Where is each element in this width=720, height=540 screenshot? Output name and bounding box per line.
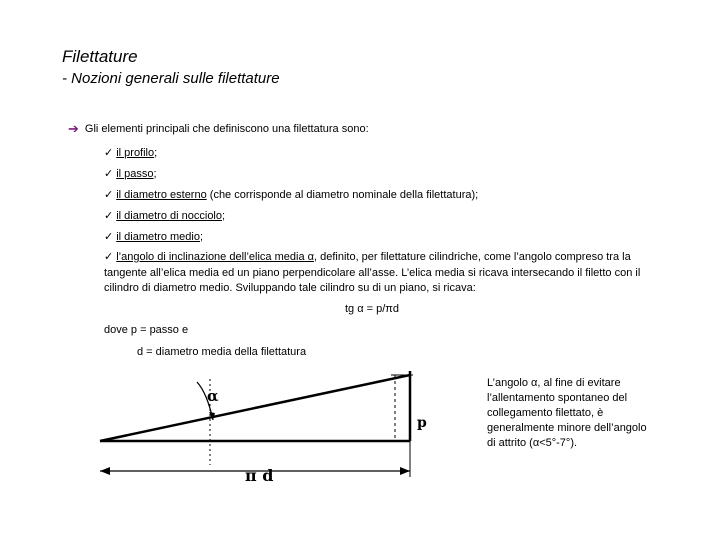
item-rest: ; bbox=[222, 210, 226, 222]
intro-text: Gli elementi principali che definiscono una filettatura sono: bbox=[84, 122, 369, 135]
link-diametro-nocciolo[interactable]: il diametro di nocciolo bbox=[116, 210, 222, 222]
list-item-passo bbox=[104, 167, 157, 181]
link-passo[interactable]: il passo bbox=[116, 168, 154, 180]
item-rest: ; bbox=[153, 168, 157, 180]
arrow-right-icon: ➔ bbox=[68, 121, 79, 136]
list-item-diametro-nocciolo bbox=[104, 209, 225, 223]
link-diametro-esterno[interactable]: il diametro esterno bbox=[116, 189, 207, 201]
helix-angle-diagram bbox=[95, 365, 425, 500]
item-rest: ; bbox=[199, 231, 204, 243]
intro-line bbox=[68, 122, 369, 135]
hypotenuse bbox=[100, 375, 410, 441]
item-rest: ; bbox=[154, 147, 158, 159]
helix-paragraph bbox=[104, 250, 656, 297]
page-title: Filettature bbox=[62, 47, 138, 66]
helix-text: , definito, per filettature cilindriche, come l’angolo compreso tra la tangente all’elica media ed un piano perpendicolare all’asse. L’elica media si ricava intersecando il filetto con il cilindro di diametro medio. Sviluppando tale cilindro su di un piano, si ricava: bbox=[104, 251, 641, 294]
list-item-profilo bbox=[104, 146, 157, 160]
link-profilo[interactable]: il profilo bbox=[116, 147, 155, 159]
checkmark-icon: ✓ bbox=[104, 189, 114, 201]
formula: tg α = p/πd bbox=[345, 303, 400, 315]
p-label: p bbox=[417, 415, 427, 431]
page-subtitle: - Nozioni generali sulle filettature bbox=[62, 70, 280, 87]
list-item-diametro-esterno bbox=[104, 188, 478, 202]
checkmark-icon: ✓ bbox=[104, 251, 114, 263]
checkmark-icon: ✓ bbox=[104, 231, 114, 243]
checkmark-icon: ✓ bbox=[104, 210, 114, 222]
pid-arrow-left bbox=[100, 467, 110, 475]
link-diametro-medio[interactable]: il diametro medio bbox=[116, 231, 200, 243]
checkmark-icon: ✓ bbox=[104, 147, 114, 159]
legend-diametro: d = diametro media della filettatura bbox=[137, 346, 307, 358]
checkmark-icon: ✓ bbox=[104, 168, 114, 180]
link-angolo-inclinazione[interactable]: l’angolo di inclinazione dell’elica media α bbox=[116, 251, 314, 263]
alpha-label: α bbox=[207, 387, 219, 405]
pid-label: π d bbox=[245, 466, 274, 485]
pid-arrow-right bbox=[400, 467, 410, 475]
legend-passo: dove p = passo e bbox=[104, 324, 189, 336]
side-note: L’angolo α, al fine di evitare l’allentamento spontaneo del collegamento filettato, è generalmente minore dell’angolo di attrito (α<5°-7°). bbox=[487, 377, 647, 449]
item-rest: (che corrisponde al diametro nominale della filettatura); bbox=[206, 189, 479, 201]
list-item-diametro-medio bbox=[104, 230, 203, 244]
